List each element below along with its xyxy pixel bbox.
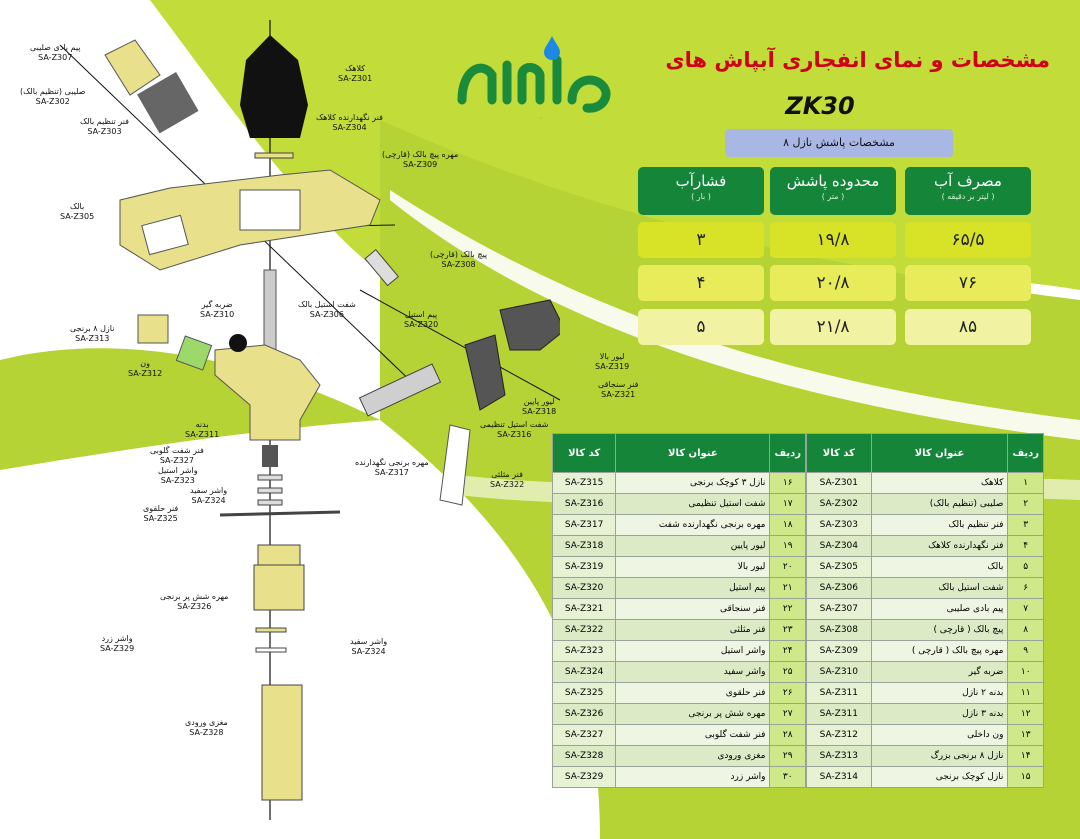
part-label-name: بالک [69,202,85,211]
part-label-name: فنر تنظیم بالک [80,117,129,126]
part-name: فنر مثلثی [616,620,770,641]
part-label-name: مهره شش پر برنجی [160,592,229,601]
part-code: SA-Z327 [553,725,616,746]
table-row [807,494,1044,515]
nozzle-spec-title: مشخصات پاشش نازل ۸ [725,129,953,157]
part-name: پیچ بالک ( قارچی ) [871,620,1008,641]
row-number: ۱۶ [770,473,806,494]
spec-cell: ۳ [638,222,764,258]
parts-table-right [806,433,1044,788]
part-code: SA-Z317 [553,515,616,536]
spec-cell: ۲۱/۸ [770,309,896,345]
part-code: SA-Z311 [807,704,872,725]
row-number: ۱۴ [1008,746,1044,767]
part-name: مهره پیچ بالک ( قارچی ) [871,641,1008,662]
part-code: SA-Z316 [553,494,616,515]
spec-cell: ۴ [638,265,764,301]
part-label-name: مغزی ورودی [185,718,228,727]
row-number: ۱۹ [770,536,806,557]
table-row [807,515,1044,536]
row-number: ۳۰ [770,767,806,788]
part-code: SA-Z309 [807,641,872,662]
part-label-code: SA-Z328 [189,728,224,737]
row-number: ۲۶ [770,683,806,704]
logo-text: سبزینه [539,118,543,119]
table-row [807,536,1044,557]
part-label-name: فنر نگهدارنده کلاهک [316,113,383,122]
part-code: SA-Z322 [553,620,616,641]
part-name: شفت استیل تنظیمی [616,494,770,515]
part-label-name: نازل ۸ برنجی [70,324,115,333]
part-label-code: SA-Z321 [601,390,636,399]
part-name: نازل ۸ برنجی بزرگ [871,746,1008,767]
table-row [553,515,806,536]
part-code: SA-Z310 [807,662,872,683]
row-number: ۱ [1008,473,1044,494]
table-row [553,641,806,662]
row-number: ۹ [1008,641,1044,662]
part-code: SA-Z321 [553,599,616,620]
spec-cell: ۸۵ [905,309,1031,345]
part-label-name: پیم بادی صلیبی [30,43,81,52]
table-row [553,746,806,767]
part-name: نازل ۳ کوچک برنجی [616,473,770,494]
part-code: SA-Z304 [807,536,872,557]
row-number: ۸ [1008,620,1044,641]
part-label-code: SA-Z322 [490,480,525,489]
part-label-name: بدنه [195,420,209,429]
row-number: ۱۸ [770,515,806,536]
body-part [215,345,320,440]
model-name: ZK30 [785,92,855,120]
part-name: فنر شفت گلوبی [616,725,770,746]
row-number: ۲۱ [770,578,806,599]
part-name: فنر تنظیم بالک [871,515,1008,536]
part-name: پیم بادی صلیبی [871,599,1008,620]
table-row [807,557,1044,578]
part-name: شفت استیل بالک [871,578,1008,599]
table-row [553,536,806,557]
row-number: ۴ [1008,536,1044,557]
part-name: نازل کوچک برنجی [871,767,1008,788]
part-label-code: SA-Z305 [60,212,95,221]
part-label-code: SA-Z307 [38,53,73,62]
row-number: ۱۱ [1008,683,1044,704]
part-code: SA-Z303 [807,515,872,536]
table-row [553,725,806,746]
part-label-name: فنر شفت گلوبی [150,446,204,455]
table-row [807,683,1044,704]
part-label-code: SA-Z301 [338,74,373,83]
row-number: ۱۷ [770,494,806,515]
part-code: SA-Z311 [807,683,872,704]
table-row [553,767,806,788]
part-label-code: SA-Z310 [200,310,235,319]
table-row [807,725,1044,746]
part-code: SA-Z302 [807,494,872,515]
part-label-code: SA-Z304 [332,123,367,132]
row-number: ۲۵ [770,662,806,683]
table-row [807,767,1044,788]
spec-cell: ۱۹/۸ [770,222,896,258]
sabzineh-logo [452,30,630,120]
col-row: ردیف [1008,434,1044,473]
part-label-code: SA-Z327 [159,456,194,465]
part-code: SA-Z307 [807,599,872,620]
table-row [553,557,806,578]
part-label-code: SA-Z324 [191,496,226,505]
part-code: SA-Z305 [807,557,872,578]
part-name: مغزی ورودی [616,746,770,767]
part-label-name: صلیبی (تنظیم بالک) [20,87,86,96]
row-number: ۲ [1008,494,1044,515]
part-name: بالک [871,557,1008,578]
part-code: SA-Z319 [553,557,616,578]
part-label-name: پیم استیل [404,310,438,319]
part-label-name: واشر زرد [101,634,133,643]
table-row [807,746,1044,767]
row-number: ۳ [1008,515,1044,536]
part-label-name: فنر سنجاقی [598,380,639,389]
part-name: فنر سنجاقی [616,599,770,620]
table-row [807,578,1044,599]
part-code: SA-Z329 [553,767,616,788]
part-label-code: SA-Z309 [403,160,438,169]
table-row [553,473,806,494]
part-label-code: SA-Z324 [351,647,386,656]
table-row [553,662,806,683]
part-code: SA-Z326 [553,704,616,725]
col-name: عنوان کالا [616,434,770,473]
col-code: کد کالا [807,434,872,473]
part-code: SA-Z308 [807,620,872,641]
part-code: SA-Z323 [553,641,616,662]
cap-part [240,35,308,138]
part-code: SA-Z314 [807,767,872,788]
row-number: ۲۰ [770,557,806,578]
part-code: SA-Z324 [553,662,616,683]
table-row [807,704,1044,725]
table-row [807,473,1044,494]
row-number: ۲۳ [770,620,806,641]
table-row [553,683,806,704]
part-label-code: SA-Z320 [404,320,439,329]
part-name: واشر استیل [616,641,770,662]
part-code: SA-Z320 [553,578,616,599]
part-name: واشر سفید [616,662,770,683]
part-label-name: کلاهک [345,64,366,73]
part-label-name: فنر حلقوی [143,504,179,513]
row-number: ۱۲ [1008,704,1044,725]
row-number: ۲۴ [770,641,806,662]
row-number: ۲۹ [770,746,806,767]
part-name: پیم استیل [616,578,770,599]
col-row: ردیف [770,434,806,473]
part-label-name: واشر سفید [190,486,228,495]
part-label-code: SA-Z317 [374,468,409,477]
spec-col-range: محدوده پاشش ( متر ) [770,167,896,215]
row-number: ۶ [1008,578,1044,599]
part-code: SA-Z318 [553,536,616,557]
part-label-code: SA-Z325 [143,514,178,523]
part-name: کلاهک [871,473,1008,494]
part-name: بدنه ۲ نازل [871,683,1008,704]
table-row [807,662,1044,683]
part-label-name: لیور پایین [523,397,555,406]
part-code: SA-Z325 [553,683,616,704]
part-name: مهره شش پر برنجی [616,704,770,725]
table-row [807,599,1044,620]
part-label-name: شفت استیل تنظیمی [480,420,549,429]
part-label-code: SA-Z306 [309,310,344,319]
part-label-code: SA-Z302 [35,97,70,106]
part-name: فنر نگهدارنده کلاهک [871,536,1008,557]
part-label-code: SA-Z316 [497,430,532,439]
part-label-code: SA-Z329 [100,644,135,653]
part-code: SA-Z301 [807,473,872,494]
part-label-code: SA-Z319 [595,362,630,371]
part-name: صلیبی (تنظیم بالک) [871,494,1008,515]
part-label-code: SA-Z311 [185,430,220,439]
table-row [553,494,806,515]
table-row [807,641,1044,662]
col-code: کد کالا [553,434,616,473]
spec-cell: ۵ [638,309,764,345]
part-name: بدنه ۳ نازل [871,704,1008,725]
part-label-name: واشر سفید [350,637,388,646]
part-label-code: SA-Z312 [128,369,163,378]
page-title: مشخصات و نمای انفجاری آبپاش های [665,48,1050,72]
table-row [553,578,806,599]
spec-cell: ۲۰/۸ [770,265,896,301]
row-number: ۱۳ [1008,725,1044,746]
part-label-code: SA-Z326 [177,602,212,611]
part-name: فنر حلقوی [616,683,770,704]
part-name: لیور بالا [616,557,770,578]
part-label-name: فنر مثلثی [491,470,523,479]
table-row [807,620,1044,641]
part-label-name: ضربه گیر [201,300,233,309]
part-name: لیور پایین [616,536,770,557]
parts-table-left [552,433,806,788]
part-label-code: SA-Z313 [75,334,110,343]
part-label-name: مهره پیچ بالک (قارچی) [382,150,459,159]
row-number: ۵ [1008,557,1044,578]
part-label-code: SA-Z318 [522,407,557,416]
part-code: SA-Z306 [807,578,872,599]
part-name: مهره برنجی نگهدارنده شفت [616,515,770,536]
row-number: ۷ [1008,599,1044,620]
row-number: ۲۸ [770,725,806,746]
part-name: ضربه گیر [871,662,1008,683]
part-name: ون داخلی [871,725,1008,746]
part-label-name: واشر استیل [158,466,198,475]
part-label-name: ون [140,359,150,368]
part-label-name: مهره برنجی نگهدارنده [355,458,429,467]
row-number: ۲۲ [770,599,806,620]
part-name: واشر زرد [616,767,770,788]
row-number: ۱۰ [1008,662,1044,683]
spec-col-flow: مصرف آب ( لیتر بر دقیقه ) [905,167,1031,215]
part-label-code: SA-Z303 [87,127,122,136]
table-row [553,599,806,620]
part-label-name: شفت استیل بالک [298,300,356,309]
spec-cell: ۷۶ [905,265,1031,301]
part-label-code: SA-Z308 [441,260,476,269]
part-code: SA-Z312 [807,725,872,746]
part-code: SA-Z313 [807,746,872,767]
part-code: SA-Z328 [553,746,616,767]
table-row [553,704,806,725]
part-label-name: لیور بالا [599,352,625,361]
part-label-name: پیچ بالک (قارچی) [430,250,488,259]
table-row [553,620,806,641]
row-number: ۲۷ [770,704,806,725]
spec-col-pressure: فشارآب ( بار ) [638,167,764,215]
row-number: ۱۵ [1008,767,1044,788]
part-label-code: SA-Z323 [160,476,195,485]
col-name: عنوان کالا [871,434,1008,473]
spec-cell: ۶۵/۵ [905,222,1031,258]
part-code: SA-Z315 [553,473,616,494]
